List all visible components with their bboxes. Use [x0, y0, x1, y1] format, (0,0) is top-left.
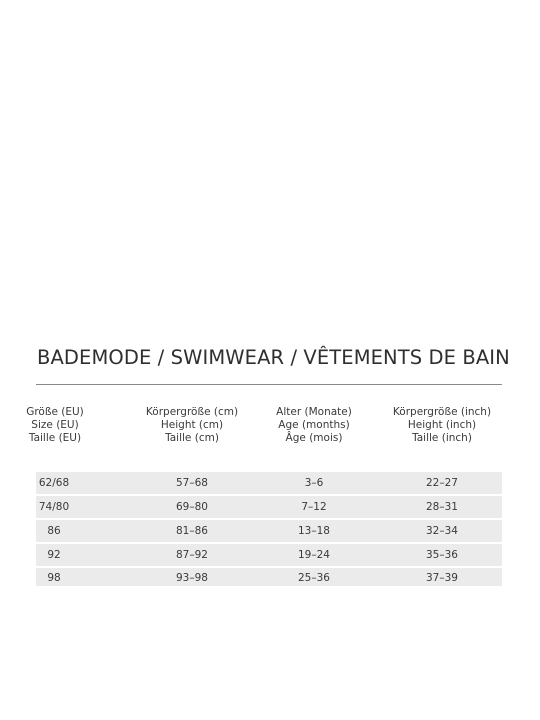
height-inch-cell: 32–34 — [426, 525, 458, 537]
header-line: Taille (EU) — [28, 432, 82, 444]
header-line: Körpergröße (inch) — [392, 406, 492, 418]
table-row — [36, 568, 502, 586]
age-months-cell: 25–36 — [298, 572, 330, 584]
header-line: Âge (mois) — [285, 432, 343, 444]
header-height-cm — [132, 406, 252, 445]
height-inch-cell: 37–39 — [426, 572, 458, 584]
header-line: Alter (Monate) — [276, 406, 352, 418]
header-line: Size (EU) — [31, 419, 79, 431]
chart-title: BADEMODE / SWIMWEAR / VÊTEMENTS DE BAIN — [37, 346, 510, 369]
size-eu-cell: 92 — [47, 549, 61, 561]
height-inch-cell: 28–31 — [426, 501, 458, 513]
height-cm-cell: 87–92 — [176, 549, 208, 561]
height-cm-cell: 81–86 — [176, 525, 208, 537]
title-divider — [36, 384, 502, 385]
size-eu-cell: 62/68 — [38, 477, 70, 489]
header-line: Größe (EU) — [26, 406, 84, 418]
size-table-body — [36, 472, 502, 586]
header-age-months — [262, 406, 366, 445]
height-inch-cell: 35–36 — [426, 549, 458, 561]
header-row — [26, 406, 502, 449]
size-chart — [26, 336, 510, 586]
height-cm-cell: 93–98 — [176, 572, 208, 584]
age-months-cell: 19–24 — [298, 549, 330, 561]
age-months-cell: 3–6 — [304, 477, 324, 489]
height-cm-cell: 57–68 — [176, 477, 208, 489]
table-row — [36, 520, 502, 542]
header-size-eu — [0, 406, 111, 445]
header-height-inch — [380, 406, 504, 445]
size-eu-cell: 98 — [47, 572, 61, 584]
header-line: Taille (cm) — [165, 432, 219, 444]
table-row — [36, 496, 502, 518]
table-row — [36, 544, 502, 566]
header-line: Age (months) — [278, 419, 350, 431]
header-line: Körpergröße (cm) — [145, 406, 239, 418]
height-cm-cell: 69–80 — [176, 501, 208, 513]
age-months-cell: 7–12 — [301, 501, 327, 513]
header-line: Height (cm) — [160, 419, 224, 431]
table-row — [36, 472, 502, 494]
height-inch-cell: 22–27 — [426, 477, 458, 489]
header-line: Height (inch) — [407, 419, 477, 431]
header-line: Taille (inch) — [412, 432, 472, 444]
size-eu-cell: 74/80 — [38, 501, 70, 513]
age-months-cell: 13–18 — [298, 525, 330, 537]
size-eu-cell: 86 — [47, 525, 61, 537]
